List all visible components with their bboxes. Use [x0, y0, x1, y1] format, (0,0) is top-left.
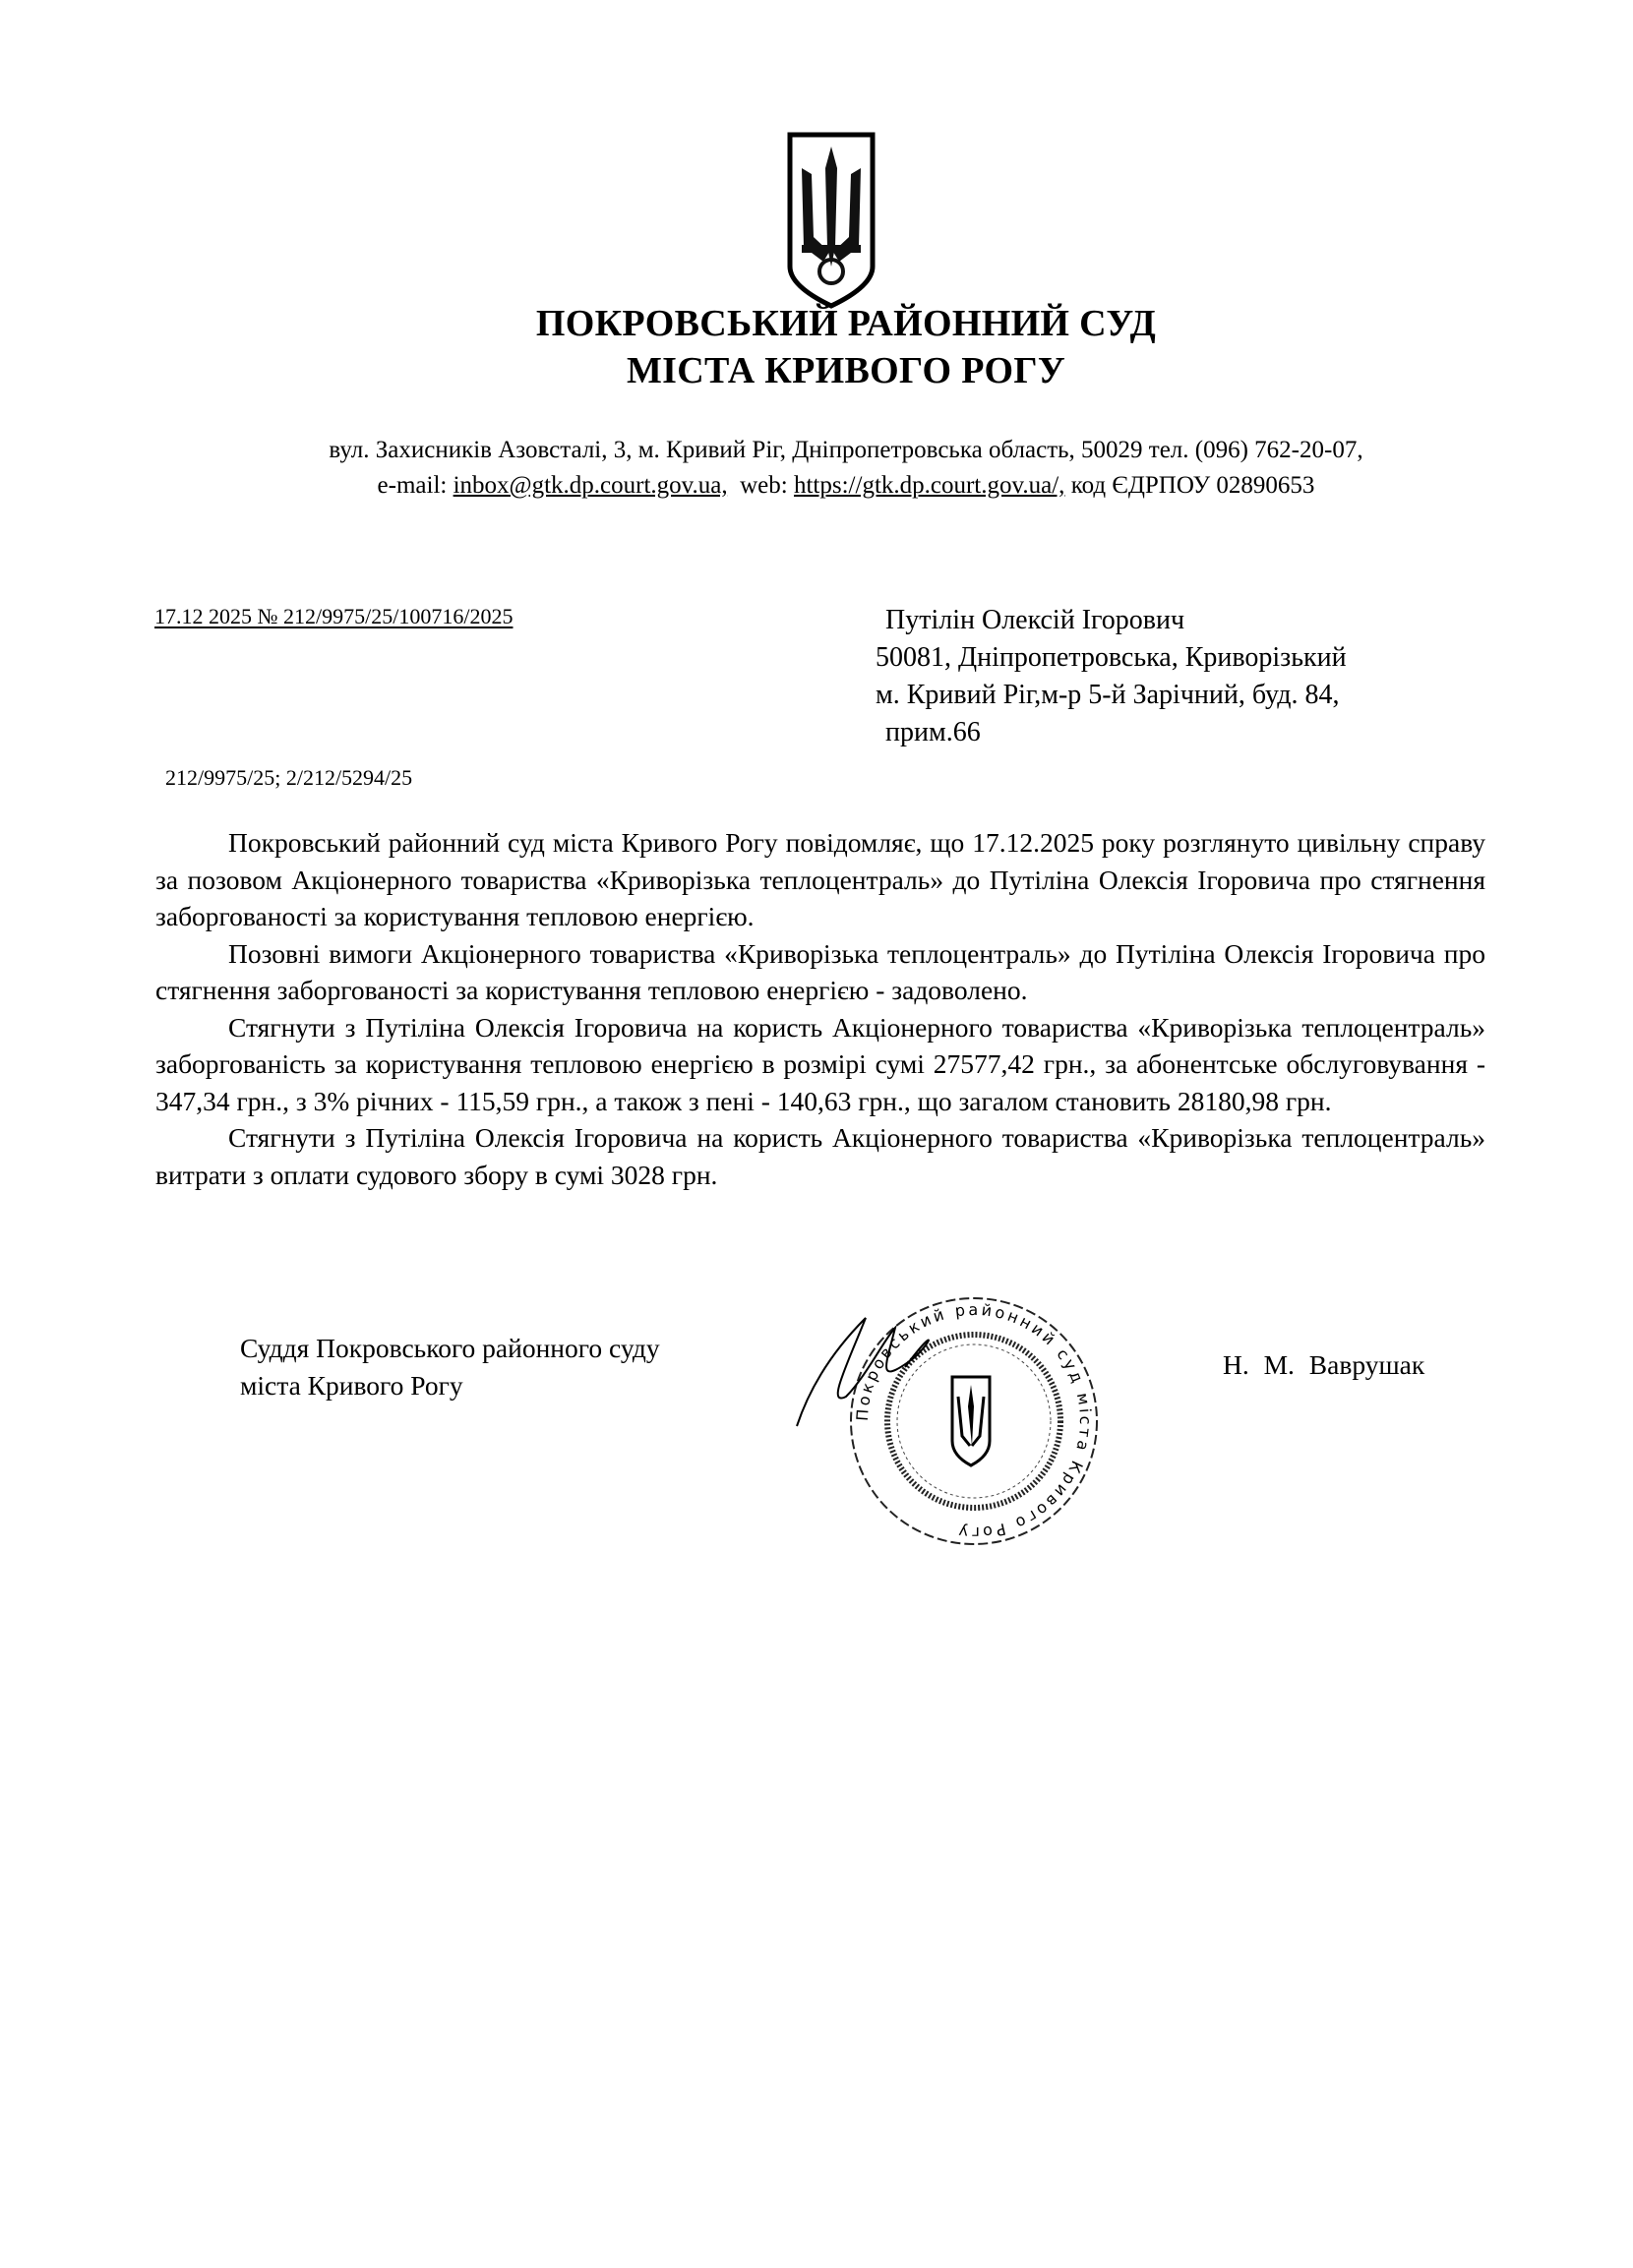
- judge-title-line1: Суддя Покровського районного суду: [240, 1333, 660, 1363]
- court-contacts: [0, 468, 1633, 504]
- recipient-address-line3: прим.66: [885, 717, 981, 747]
- email-label: e-mail:: [377, 472, 448, 499]
- edrpou-code: код ЄДРПОУ 02890653: [1070, 472, 1315, 499]
- recipient-address-line1: 50081, Дніпропетровська, Криворізький: [876, 642, 1347, 673]
- ukraine-coat-of-arms-icon: [784, 129, 878, 311]
- stamp-text: Покровський районний суд міста Кривого Рогу: [852, 1299, 1096, 1543]
- recipient-name: Путілін Олексій Ігорович: [885, 605, 1185, 635]
- recipient-address-line2: м. Кривий Ріг,м-р 5-й Зарічний, буд. 84,: [876, 680, 1340, 710]
- court-seal-icon: [787, 1259, 1121, 1554]
- case-reference: 212/9975/25; 2/212/5294/25: [165, 765, 413, 790]
- outgoing-date-number: 17.12 2025 № 212/9975/25/100716/2025: [154, 604, 514, 628]
- judge-title-line2: міста Кривого Рогу: [240, 1370, 463, 1401]
- court-name-line1: ПОКРОВСЬКИЙ РАЙОННИЙ СУД: [535, 303, 1157, 344]
- web-label: web:: [740, 472, 788, 499]
- email-link[interactable]: inbox@gtk.dp.court.gov.ua,: [453, 472, 728, 499]
- body-paragraph: Позовні вимоги Акціонерного товариства «Криворізька теплоцентраль» до Путіліна Олексія Ігоровича про стягнення заборгованості за користування тепловою енергією - задоволено.: [155, 937, 1485, 1005]
- web-link[interactable]: https://gtk.dp.court.gov.ua/,: [793, 472, 1065, 499]
- court-address: вул. Захисників Азовсталі, 3, м. Кривий Ріг, Дніпропетровська область, 50029 тел. (096) 762-20-07,: [329, 437, 1363, 463]
- recipient-block: [876, 602, 1347, 751]
- body-paragraph: Стягнути з Путіліна Олексія Ігоровича на користь Акціонерного товариства «Криворізька теплоцентраль» заборгованість за користування тепловою енергією в розмірі сумі 27577,42 грн., за абонентське обслуговування - 347,34 грн., з 3% річних - 115,59 грн., а також з пені - 140,63 грн., що загалом становить 28180,98 грн.: [155, 1011, 1485, 1116]
- court-name-line2: МІСТА КРИВОГО РОГУ: [626, 350, 1066, 391]
- judge-name: Н. М. Ваврушак: [1223, 1349, 1425, 1380]
- letter-body: [155, 824, 1485, 1193]
- judge-title: [240, 1330, 660, 1404]
- body-paragraph: Стягнути з Путіліна Олексія Ігоровича на користь Акціонерного товариства «Криворізька теплоцентраль» витрати з оплати судового збору в сумі 3028 грн.: [155, 1122, 1485, 1190]
- body-paragraph: Покровський районний суд міста Кривого Рогу повідомляє, що 17.12.2025 року розглянуто цивільну справу за позовом Акціонерного товариства «Криворізька теплоцентраль» до Путіліна Олексія Ігоровича про стягнення заборгованості за користування тепловою енергією.: [155, 827, 1485, 931]
